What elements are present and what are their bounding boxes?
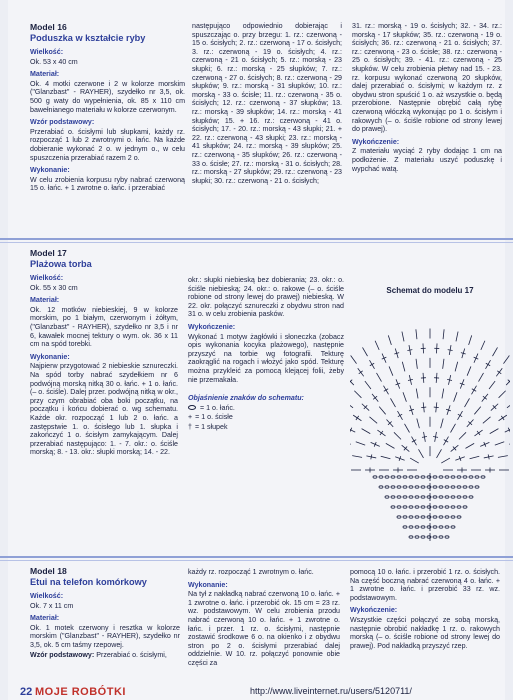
chain-stitch	[385, 496, 389, 498]
chain-stitch	[433, 486, 437, 488]
stitch-mark	[351, 356, 357, 364]
chain-stitch	[445, 536, 449, 538]
chain-stitch	[457, 476, 461, 478]
chain-stitch	[415, 476, 419, 478]
stitch-crossbar	[433, 436, 438, 437]
stitch-crossbar	[422, 436, 427, 437]
model16-column-1	[30, 22, 185, 194]
legend-title: Objaśnienie znaków do schematu:	[188, 394, 304, 403]
chain-stitch	[409, 536, 413, 538]
stitch-mark	[386, 443, 395, 448]
chain-stitch	[463, 476, 467, 478]
stitch-mark	[483, 417, 491, 423]
stitch-mark	[362, 429, 371, 434]
model17-column-1	[30, 248, 178, 458]
legend-item-double-crochet: † = 1 słupek	[188, 422, 228, 431]
chain-stitch	[391, 486, 395, 488]
stitch-mark	[474, 407, 480, 415]
chain-stitch	[445, 486, 449, 488]
material-heading: Materiał:	[30, 614, 60, 623]
plus-symbol-icon: +	[188, 413, 193, 422]
chain-stitch	[457, 496, 461, 498]
chain-stitch	[469, 496, 473, 498]
stitch-crossbar	[370, 363, 374, 366]
stitch-mark	[490, 429, 499, 434]
rows-text: następująco odpowiednio dobierając i spuszczając o. przy brzegu: 1. rz.: czerwoną - 15 o. ścisłych; 2. rz.: czerwoną - 17 o. ścisłych; 3. rz.: czerwoną - 19 o. ścisłych; 4. rz.: czerwoną - 21 o. ścisłych; 5. rz.: morską - 23 słupki; 6. rz.: morską - 25 słupków; 7. rz.: czerwoną - 27 o. ścisłych; 8. rz.: czerwoną - 29 słupków; 9. rz.: morską - 31 słupków; 10. rz.: morską - 33 o. ścisłe; 11. rz.: czerwoną - 35 o. ścisłych; 12. rz.: czerwoną - 37 słupków; 13. rz.: morską - 39 słupków; 14. rz.: morską - 41 słupków; 15. + 16. rz.: czerwoną - 41 o. ścisłych; 17. - 20. rz.: morską - 43 słupki; 21. + 22. rz.: czerwoną - 43 słupki; 23. rz.: morską - 41 słupków; 24. rz.: morską - 39 słupków; 25. rz.: czerwoną - 35 słupków; 26. rz.: czerwoną - 33 o. ścisłe; 27. rz.: morską - 31 o. ścisłych; 28. rz.: morską - 27 słupków; 29. rz.: czerwoną - 23 słupki; 30. rz.: czerwoną - 21 o. ścisłych;	[192, 22, 342, 185]
material-text: Ok. 4 motki czerwone i 2 w kolorze morskim ("Glanzbast" - RAYHER), szydełko nr 3,5, ok. 500 g waty do wypełnienia, ok. 85 x 110 cm bawełnianego materiału w kolorze czerwonym.	[30, 79, 185, 114]
magazine-brand: MOJE ROBÓTKI	[35, 686, 126, 698]
chain-stitch	[463, 486, 467, 488]
stitch-crossbar	[398, 414, 402, 417]
chain-stitch	[421, 506, 425, 508]
chain-stitch	[403, 516, 407, 518]
size-heading: Wielkość:	[30, 592, 64, 600]
stitch-mark	[381, 456, 391, 459]
stitch-mark	[437, 449, 442, 458]
stitch-mark	[456, 332, 458, 342]
stitch-crossbar	[380, 431, 383, 435]
stitch-mark	[419, 449, 424, 458]
stitch-mark	[416, 359, 417, 369]
chain-stitch	[421, 526, 425, 528]
stitch-crossbar	[444, 440, 448, 443]
stitch-mark	[454, 392, 457, 401]
stitch-mark	[416, 389, 418, 399]
stitch-mark	[377, 373, 382, 382]
stitch-crossbar	[434, 407, 439, 408]
chain-stitch	[409, 526, 413, 528]
model16-column-3	[352, 22, 502, 174]
chain-stitch	[451, 496, 455, 498]
chain-stitch	[451, 526, 455, 528]
chain-stitch	[451, 516, 455, 518]
model18-title: Model 18	[30, 566, 67, 576]
stitch-mark	[499, 391, 506, 398]
execution-text: W celu zrobienia korpusu ryby nabrać czerwoną 15 o. łańc. + 1 zwrotne o. łańc. i przerabiać	[30, 175, 185, 193]
chain-symbol-icon	[188, 405, 196, 410]
chain-stitch	[415, 526, 419, 528]
chain-stitch	[433, 496, 437, 498]
material-text: Ok. 1 motek czerwony i resztka w kolorze morskim ("Glanzbast" - RAYHER), szydełko nr 3,5, ok. 5 cm taśmy rzepowej.	[30, 623, 180, 649]
finishing-text: Wykonać 1 motyw żagłówki i słoneczka (zobacz opis wykonania kocyka plażowego), następnie przyszyć na torbie wg fotografii. Tekturę zaokrąglić na rogach i włożyć jako spód. Tekturę można przykleić za pomocą klejącej folii, żeby nie przemakała.	[188, 332, 344, 384]
size-value: Ok. 7 x 11 cm	[30, 601, 74, 610]
rows-text: okr.: słupki niebieską bez dobierania; 23. okr.: o. ściśle niebieską; 24. okr.: o. rakowe (– o. ściśle robione od strony lewej do prawej) niebieską. W 22. okr. połączyć sznureczki z obydwu stron nad 31 o. w celu zrobienia pasków.	[188, 276, 344, 319]
stitch-mark	[410, 458, 419, 463]
stitch-mark	[416, 329, 417, 339]
stitch-mark	[509, 441, 510, 444]
stitch-mark	[443, 329, 444, 339]
chain-stitch	[409, 506, 413, 508]
stitch-crossbar	[359, 371, 363, 374]
chain-stitch	[469, 486, 473, 488]
size-heading: Wielkość:	[30, 48, 64, 56]
section-divider	[0, 242, 513, 243]
stitch-mark	[388, 335, 391, 345]
chain-stitch	[433, 526, 437, 528]
stitch-crossbar	[447, 379, 452, 380]
model16-title: Model 16	[30, 22, 67, 32]
stitch-mark	[459, 432, 466, 439]
chain-stitch	[409, 496, 413, 498]
stitch-mark	[441, 458, 450, 463]
chain-stitch	[475, 486, 479, 488]
chain-stitch	[439, 476, 443, 478]
chain-stitch	[397, 496, 401, 498]
chain-stitch	[451, 486, 455, 488]
stitch-mark	[467, 366, 471, 375]
model16-subtitle: Poduszka w kształcie ryby	[30, 33, 146, 43]
material-heading: Materiał:	[30, 70, 60, 79]
chain-stitch	[445, 526, 449, 528]
stitch-mark	[489, 381, 495, 389]
stitch-mark	[365, 381, 371, 389]
rows-text: każdy rz. rozpocząć 1 zwrotnym o. łańc.	[188, 568, 314, 576]
model17-column-2	[188, 276, 344, 433]
stitch-mark	[356, 442, 365, 445]
chain-stitch	[415, 506, 419, 508]
chain-stitch	[463, 506, 467, 508]
finishing-heading: Wykończenie:	[352, 137, 400, 146]
stitch-mark	[352, 456, 362, 458]
chain-stitch	[445, 476, 449, 478]
legend-item-single-crochet: + = 1 o. ścisłe	[188, 413, 233, 422]
chain-stitch	[415, 496, 419, 498]
finishing-heading: Wykończenie:	[350, 606, 398, 615]
size-heading: Wielkość:	[30, 274, 64, 282]
chain-stitch	[463, 496, 467, 498]
execution-text: Najpierw przygotować 2 niebieskie sznureczki. Na spód torby nabrać szydełkiem nr 6 podwójną morską nitką 30 o. łańc. + 1 o. łańc. (– o. ściśle). Dalej przer. podwójną nitką w okr., przy czym obrabiać oba boki początku, na początku i końcu dobierać o. wg schematu. Każde okr. rozpocząć 1 lub 2 o. łańc. a zastępstwie 1. o. ścisłego lub 1. słupka i zakończyć 1 o. ścisłym zamykającym. Dalej przerabiać następująco: 1. - 7. okr.: o. ściśle morską; 8. - 13. okr.: słupki morską; 14. - 22.	[30, 362, 178, 457]
stitch-crossbar	[472, 389, 476, 392]
chain-stitch	[373, 476, 377, 478]
chain-stitch	[421, 476, 425, 478]
stitch-mark	[498, 456, 508, 458]
stitch-mark	[481, 341, 485, 350]
section-divider	[0, 238, 513, 240]
stitch-mark	[442, 389, 444, 399]
chain-stitch	[409, 516, 413, 518]
stitch-mark	[495, 442, 504, 445]
chain-stitch	[433, 476, 437, 478]
chain-stitch	[421, 486, 425, 488]
chain-stitch	[397, 476, 401, 478]
stitch-mark	[443, 359, 444, 369]
stitch-mark	[417, 419, 420, 429]
stitch-mark	[469, 335, 472, 345]
stitch-mark	[350, 402, 353, 408]
stitch-mark	[402, 332, 404, 342]
stitch-crossbar	[421, 407, 426, 408]
chain-stitch	[433, 506, 437, 508]
chain-stitch	[451, 476, 455, 478]
chain-stitch	[385, 486, 389, 488]
stitch-mark	[479, 373, 484, 382]
chain-stitch	[475, 476, 479, 478]
stitch-crossbar	[458, 414, 462, 417]
chain-stitch	[391, 506, 395, 508]
stitch-mark	[350, 441, 351, 444]
stitch-mark	[402, 362, 405, 372]
stitch-crossbar	[384, 389, 388, 392]
stitch-crossbar	[407, 350, 412, 351]
pattern-text: Wzór podstawowy: Przerabiać o. ścisłymi,	[30, 650, 167, 659]
chain-stitch	[451, 506, 455, 508]
stitch-crossbar	[477, 431, 480, 435]
material-text: Ok. 12 motków niebieskiej, 9 w kolorze morskim, po 1 białym, czerwonym i żółtym, ("Glanzbast" - RAYHER), szydełko nr 3,5 i nr 6, kawałek mocnej tektury o wym. ok. 36 x 11 cm na spód torebki.	[30, 305, 178, 349]
size-value: Ok. 53 x 40 cm	[30, 57, 78, 66]
finishing-heading: Wykończenie:	[188, 322, 236, 331]
model18-column-1	[30, 566, 180, 660]
chain-stitch	[457, 516, 461, 518]
t-symbol-icon: †	[188, 422, 192, 431]
model18-column-3	[350, 568, 500, 651]
stitch-crossbar	[412, 440, 416, 443]
chain-stitch	[415, 536, 419, 538]
chain-stitch	[421, 496, 425, 498]
stitch-mark	[465, 398, 470, 407]
chain-stitch	[457, 486, 461, 488]
stitch-mark	[507, 402, 510, 408]
stitch-mark	[375, 341, 379, 350]
chain-stitch	[409, 486, 413, 488]
stitch-mark	[493, 347, 498, 356]
chain-stitch	[403, 476, 407, 478]
stitch-mark	[405, 424, 410, 433]
chain-stitch	[439, 506, 443, 508]
model17-subtitle: Plażowa torba	[30, 259, 92, 269]
model16-column-2	[192, 22, 342, 186]
stitch-mark	[503, 356, 509, 364]
stitch-mark	[394, 432, 401, 439]
chain-stitch	[397, 516, 401, 518]
stitch-mark	[369, 417, 377, 423]
chain-stitch	[469, 476, 473, 478]
execution-heading: Wykonanie:	[30, 166, 70, 175]
schematic-title: Schemat do modelu 17	[386, 286, 474, 295]
chain-stitch	[409, 476, 413, 478]
stitch-mark	[354, 391, 361, 398]
chain-stitch	[403, 486, 407, 488]
chain-stitch	[385, 476, 389, 478]
execution-heading: Wykonanie:	[188, 580, 228, 589]
model18-subtitle: Etui na telefon komórkowy	[30, 577, 147, 587]
stitch-crossbar	[371, 454, 372, 459]
chain-stitch	[439, 516, 443, 518]
execution-heading: Wykonanie:	[30, 352, 70, 361]
chain-stitch	[415, 486, 419, 488]
chain-stitch	[433, 516, 437, 518]
stitch-crossbar	[497, 371, 501, 374]
chain-stitch	[391, 476, 395, 478]
pattern-text: Przerabiać o. ścisłymi lub słupkami, każdy rz. rozpocząć 1 lub 2 zwrotnymi o. łańc. Na każde dobieranie wykonać 2 o. w jednym o., w celu spuszczenia przerabiać razem 2 o.	[30, 127, 185, 162]
chain-stitch	[421, 536, 425, 538]
stitch-mark	[391, 398, 396, 407]
model18-column-2	[188, 568, 340, 669]
section-divider	[0, 556, 513, 558]
stitch-crossbar	[501, 416, 504, 420]
stitch-mark	[379, 407, 385, 415]
stitch-mark	[455, 362, 458, 372]
section-divider	[0, 560, 513, 561]
chain-stitch	[439, 496, 443, 498]
stitch-crossbar	[488, 454, 489, 459]
model17-title: Model 17	[30, 248, 67, 258]
source-url: http://www.liveinternet.ru/users/5120711/	[250, 686, 412, 696]
stitch-crossbar	[486, 363, 490, 366]
stitch-crossbar	[408, 379, 413, 380]
stitch-mark	[466, 443, 475, 448]
chain-stitch	[379, 486, 383, 488]
material-heading: Materiał:	[30, 296, 60, 305]
chain-stitch	[397, 486, 401, 488]
rows-text: 31. rz.: morską - 19 o. ścisłych; 32. - 34. rz.: morską - 17 słupków; 35. rz.: czerwoną - 19 o. ścisłych; 36. rz.: czerwoną - 21 o. ścisłych; 37. rz.: czerwoną - 23 o. ścisłe; 38. rz.: czerwoną - 25 o. ścisłych; 39. - 41. rz.: czerwoną - 25 słupków. W celu zrobienia płetwy nad 15. - 23. rz. korpusu wykonać czerwoną 20 słupków, dalej przerabiać o. ścisłymi; w każdym rz. z obydwu stron spuścić 1 o. aż wszystkie o. będą przerobione. Następnie obrębić całą rybę czerwoną włóczką wykonując po 1 o. ścisłym i rakowych (– o. ściśle robione od strony lewej do prawej).	[352, 22, 502, 134]
chain-stitch	[445, 516, 449, 518]
chain-stitch	[403, 496, 407, 498]
chain-stitch	[415, 516, 419, 518]
chain-stitch	[421, 516, 425, 518]
finishing-text: Wszystkie części połączyć ze sobą morską, następnie obrobić nakładkę 1 rz. o. rakowych morską (– o. ściśle robione od strony lewej do prawej). Pod nakładką przyszyć rzep.	[350, 615, 500, 650]
chain-stitch	[445, 496, 449, 498]
execution-text: Na tył z nakładką nabrać czerwoną 10 o. łańc. + 1 zwrotne o. łańc. i przerobić ok. 15 cm = 23 rz. wz. podstawowym. W celu zrobienia przodu nabrać czerwoną 10 o. łańc. + 1 zwrotne o. łańc. i przer. 1 rz. o. ścisłymi, następnie zostawić środkowe 6 o. na okienko i z obydwu stron po 2 o. ścisłymi przerabiać dalej oddzielnie. W 10. rz. połączyć ponownie obie części za	[188, 590, 340, 667]
finishing-text: Z materiału wyciąć 2 ryby dodając 1 cm na podłożenie. Z materiału uszyć poduszkę i wypchać watą.	[352, 147, 502, 173]
stitch-mark	[363, 347, 368, 356]
stitch-crossbar	[356, 416, 359, 420]
chain-stitch	[439, 536, 443, 538]
chain-stitch	[403, 506, 407, 508]
stitch-mark	[403, 392, 406, 401]
stitch-mark	[441, 419, 444, 429]
chain-stitch	[439, 526, 443, 528]
size-value: Ok. 55 x 30 cm	[30, 283, 78, 292]
chain-stitch	[457, 506, 461, 508]
stitch-mark	[389, 366, 393, 375]
stitch-crossbar	[448, 350, 453, 351]
page-number: 22	[20, 686, 33, 698]
chain-stitch	[445, 506, 449, 508]
chain-stitch	[433, 536, 437, 538]
crochet-schematic	[350, 295, 510, 550]
chain-stitch	[403, 526, 407, 528]
chain-stitch	[439, 486, 443, 488]
pattern-heading: Wzór podstawowy:	[30, 118, 95, 127]
chain-stitch	[379, 476, 383, 478]
stitch-mark	[470, 456, 480, 459]
stitch-mark	[451, 424, 456, 433]
rows-text: pomocą 10 o. łańc. i przerobić 1 rz. o. ścisłych. Na część boczną nabrać czerwoną 4 o. łańc. + 1 zwrotne o. łańc. i przerobić 33 rz. wz. podstawowym.	[350, 568, 500, 602]
legend-item-chain: = 1 o. łańc.	[188, 404, 344, 413]
chain-stitch	[481, 476, 485, 478]
chain-stitch	[391, 496, 395, 498]
chain-stitch	[397, 506, 401, 508]
